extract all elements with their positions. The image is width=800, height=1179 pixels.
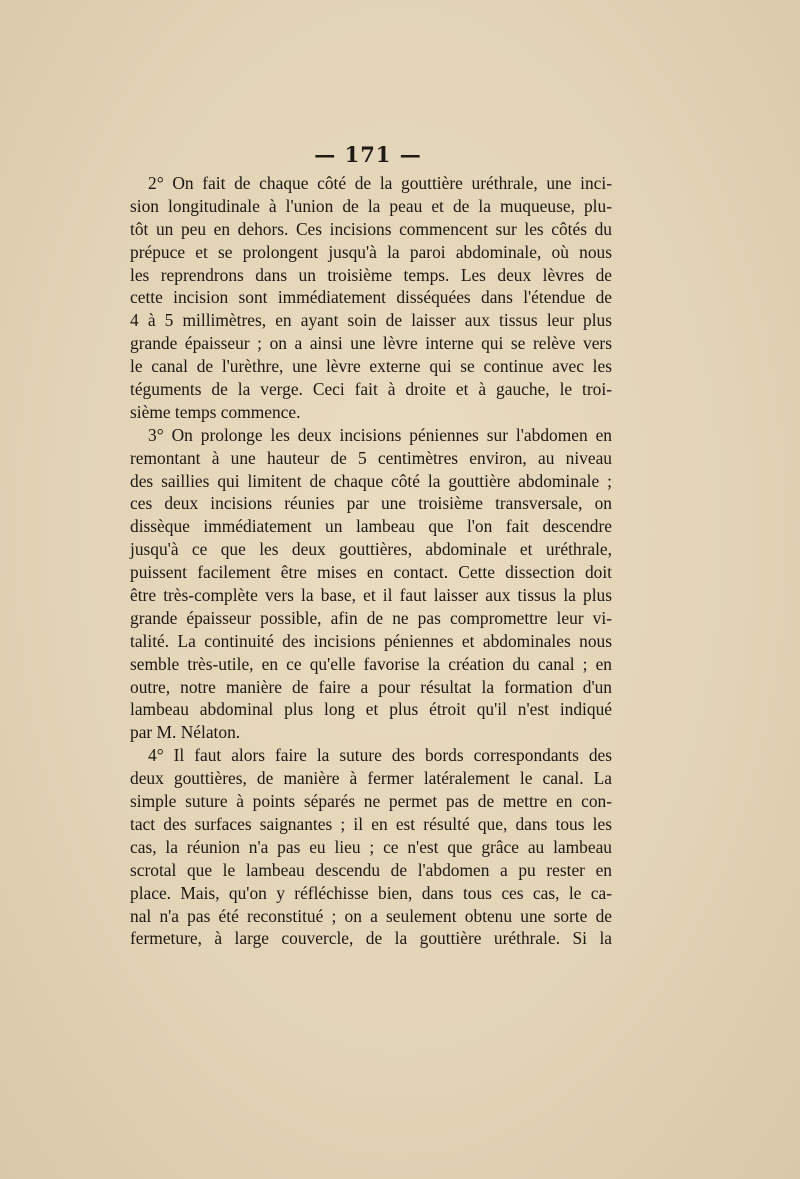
text-line: le canal de l'urèthre, une lèvre externe qui se continue avec les	[130, 356, 612, 377]
paragraph-2	[130, 424, 612, 744]
text-line: grande épaisseur ; on a ainsi une lèvre interne qui se relève vers	[130, 333, 612, 354]
body-text	[130, 172, 612, 950]
text-line: les reprendrons dans un troisième temps. Les deux lèvres de	[130, 264, 612, 285]
text-line: scrotal que le lambeau descendu de l'abdomen a pu rester en	[130, 859, 612, 880]
text-line: sion longitudinale à l'union de la peau et de la muqueuse, plu-	[130, 195, 612, 216]
text-line: par M. Nélaton.	[130, 722, 241, 743]
text-line: talité. La continuité des incisions péniennes et abdominales nous	[130, 630, 612, 651]
text-line: nal n'a pas été reconstitué ; on a seulement obtenu une sorte de	[130, 905, 612, 926]
text-line: 4° Il faut alors faire la suture des bords correspondants des	[148, 745, 612, 766]
text-line: ces deux incisions réunies par une troisième transversale, on	[130, 493, 612, 514]
text-line: lambeau abdominal plus long et plus étroit qu'il n'est indiqué	[130, 699, 612, 720]
text-line: prépuce et se prolongent jusqu'à la paroi abdominale, où nous	[130, 241, 612, 262]
text-line: fermeture, à large couvercle, de la gouttière uréthrale. Si la	[130, 928, 612, 949]
text-line: deux gouttières, de manière à fermer latéralement le canal. La	[130, 768, 612, 789]
text-line: simple suture à points séparés ne permet pas de mettre en con-	[130, 791, 612, 812]
text-line: des saillies qui limitent de chaque côté la gouttière abdominale ;	[130, 470, 612, 491]
text-line: remontant à une hauteur de 5 centimètres environ, au niveau	[130, 447, 612, 468]
text-line: 2° On fait de chaque côté de la gouttière uréthrale, une inci-	[148, 173, 612, 193]
page-number: — 171 —	[314, 142, 422, 167]
text-line: puissent facilement être mises en contact. Cette dissection doit	[130, 562, 612, 583]
text-line: jusqu'à ce que les deux gouttières, abdominale et uréthrale,	[130, 539, 612, 560]
text-line: grande épaisseur possible, afin de ne pas compromettre leur vi-	[130, 607, 612, 628]
text-line: dissèque immédiatement un lambeau que l'on fait descendre	[130, 516, 612, 537]
text-line: tact des surfaces saignantes ; il en est résulté que, dans tous les	[130, 813, 612, 834]
text-line: cette incision sont immédiatement disséquées dans l'étendue de	[130, 287, 612, 308]
text-line: téguments de la verge. Ceci fait à droite et à gauche, le troi-	[130, 379, 612, 400]
text-line: outre, notre manière de faire a pour résultat la formation d'un	[130, 676, 612, 697]
text-line: 4 à 5 millimètres, en ayant soin de laisser aux tissus leur plus	[130, 310, 612, 331]
text-line: tôt un peu en dehors. Ces incisions commencent sur les côtés du	[130, 218, 612, 239]
paragraph-1	[130, 172, 612, 424]
text-line: sième temps commence.	[130, 401, 301, 422]
text-line: 3° On prolonge les deux incisions péniennes sur l'abdomen en	[148, 424, 612, 445]
paragraph-3	[130, 744, 612, 950]
text-line: cas, la réunion n'a pas eu lieu ; ce n'est que grâce au lambeau	[130, 836, 612, 857]
text-line: être très-complète vers la base, et il faut laisser aux tissus la plus	[130, 585, 612, 606]
text-line: place. Mais, qu'on y réfléchisse bien, dans tous ces cas, le ca-	[130, 882, 612, 903]
text-line: semble très-utile, en ce qu'elle favorise la création du canal ; en	[130, 653, 612, 674]
